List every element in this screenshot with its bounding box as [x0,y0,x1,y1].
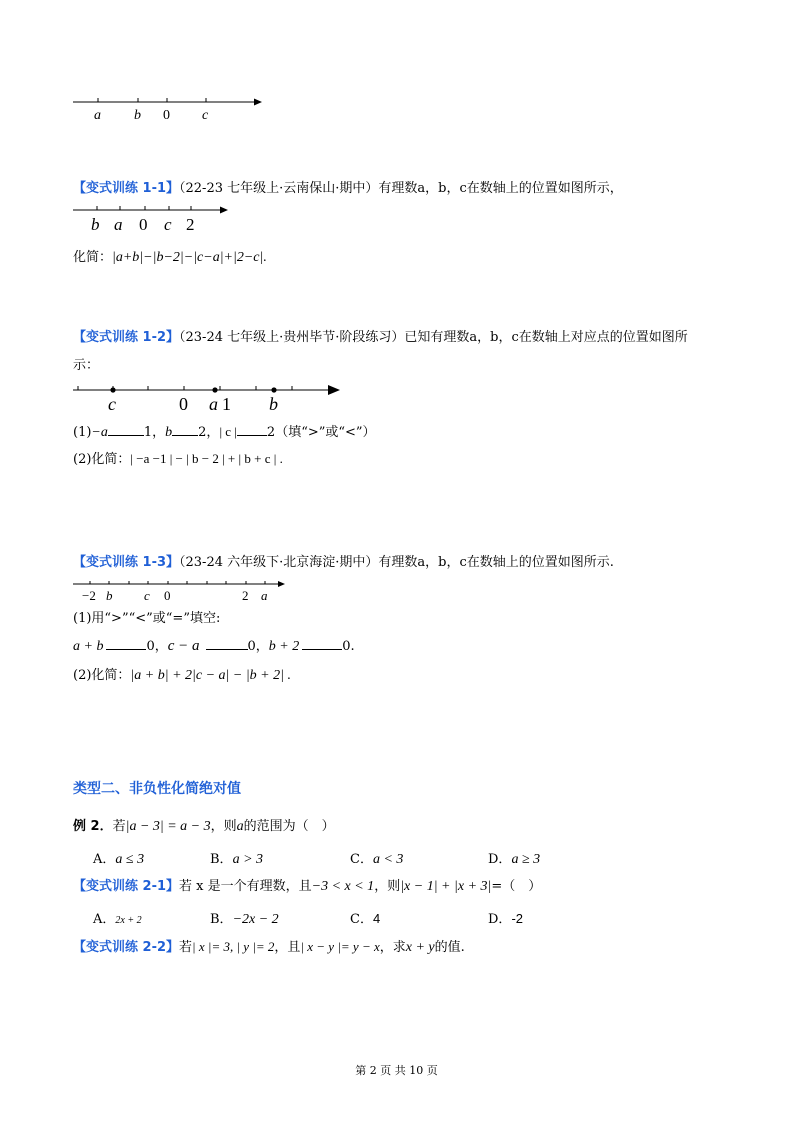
v12-q1-one: 1， [143,425,166,440]
v13-zero-3: 0. [342,639,355,654]
label-0: 0 [139,215,148,234]
option-value: -2 [511,911,523,926]
number-line-1-1 [70,200,240,234]
v13-q1-blanks [73,637,355,656]
v13-blank-1[interactable] [106,637,146,650]
option-letter: A． [93,852,116,867]
v13-tag: 【变式训练 1-3】 [73,555,180,570]
label-c: c [164,215,172,234]
v11-simplify-prefix: 化简： [73,250,113,265]
label-a: a [261,588,268,603]
option-letter: B． [210,852,233,867]
axis-arrow [220,207,228,214]
v22-statement [73,938,465,957]
v22-text-end: 的值. [434,940,465,955]
v13-q2-expr: |a + b| + 2|c − a| − |b + 2| . [130,668,291,683]
label-2: 2 [186,215,195,234]
v12-q1 [73,423,376,442]
option-letter: B． [210,912,233,927]
v12-q2-expr: | −a −1 | − | b − 2 | + | b + c | . [130,451,283,466]
v13-q2-label: (2)化简： [73,668,131,683]
v13-blank-3[interactable] [302,637,342,650]
v11-statement [73,180,623,198]
v12-q1-hint: 2（填“>”或“<”） [266,425,376,440]
section2-heading: 类型二、非负性化简绝对值 [73,781,241,797]
v22-text-mid2: ，求 [379,940,406,955]
v21-expr: |x − 1| + |x + 3| [400,879,492,894]
label-b: b [269,394,278,414]
number-line-0 [70,92,270,124]
label-a: a [94,108,101,123]
label-b: b [134,108,141,123]
label-a: a [209,394,218,414]
ex2-var: a [236,819,244,834]
axis-arrow [328,385,340,395]
v22-cond2: | x − y |= y − x [300,939,380,954]
v12-q1-abs-c: | c | [219,424,237,439]
label-2: 2 [242,588,249,603]
v11-text: （22-23 七年级上·云南保山·期中）有理数a，b，c在数轴上的位置如图所示， [179,181,623,196]
v12-text: （23-24 七年级上·贵州毕节·阶段练习）已知有理数a，b，c在数轴上对应点的位置如图所 [179,330,688,345]
v13-expr-3: b + 2 [268,639,300,654]
option-letter: C． [350,852,373,867]
ex2-expr: |a − 3| = a − 3 [125,819,211,834]
v22-cond1: | x |= 3, | y |= 2 [192,939,275,954]
label-c: c [202,108,209,123]
label-b: b [91,215,100,234]
ex2-option-c[interactable] [350,848,403,868]
v13-expr-2: c − a [167,638,200,654]
label-b: b [106,588,113,603]
v22-tag: 【变式训练 2-2】 [73,940,180,955]
v12-q1-b: b [165,425,173,440]
ex2-text-end: 的范围为（ ） [243,819,335,834]
number-line-1-3 [70,578,290,606]
ex2-statement [73,818,335,836]
page-footer: 第 2 页 共 10 页 [355,1064,438,1077]
v13-zero-1: 0， [146,639,168,654]
label-a: a [114,215,123,234]
label-1: 1 [222,394,231,414]
v13-q2 [73,667,291,685]
option-letter: D． [488,912,512,927]
v11-expr: |a+b|−|b−2|−|c−a|+|2−c|. [112,250,267,265]
label-c: c [144,588,150,603]
option-letter: A． [93,912,116,927]
v13-blank-2[interactable] [206,637,248,650]
v22-target: x + y [405,940,435,955]
v21-tag: 【变式训练 2-1】 [73,879,180,894]
v12-q1-two: 2， [198,425,220,440]
v11-tag: 【变式训练 1-1】 [73,181,180,196]
v21-text-end: =（ ） [491,879,542,894]
v21-option-d[interactable] [488,908,523,927]
label-0: 0 [179,394,188,414]
ex2-text-pre: 若 [112,819,126,834]
v12-tag: 【变式训练 1-2】 [73,330,180,345]
v13-zero-2: 0， [247,639,269,654]
v13-q1: (1)用“>”“<”或“=”填空: [73,611,221,626]
v21-option-c[interactable] [350,908,380,927]
v22-text-mid: ，且 [274,940,301,955]
v21-option-a[interactable] [93,908,142,927]
ex2-option-d[interactable] [488,848,540,868]
v12-q1-label: (1) [73,425,92,440]
v21-text-mid: ，则 [374,879,401,894]
v21-option-b[interactable] [210,908,279,928]
ex2-option-a[interactable] [93,848,144,868]
number-line-1-2 [70,380,350,414]
ex2-option-b[interactable] [210,848,263,868]
v11-simplify [73,249,267,267]
option-letter: C． [350,912,373,927]
label-c: c [108,394,116,414]
label-0: 0 [164,588,171,603]
v21-text-pre: 若 x 是一个有理数，且 [179,879,312,894]
ex2-label: 例 2． [73,819,113,834]
axis-arrow [254,99,262,106]
option-value: 2x + 2 [115,915,142,926]
option-value: 4 [372,911,381,926]
v12-blank-1[interactable] [108,423,144,436]
ex2-text-post: ，则 [210,819,237,834]
v12-statement [73,329,688,347]
v13-expr-1: a + b [73,639,104,654]
v21-cond: −3 < x < 1 [311,879,375,894]
option-value: a ≤ 3 [115,852,145,867]
label-0: 0 [163,108,170,123]
option-value: a < 3 [372,852,404,867]
v12-blank-2[interactable] [172,423,198,436]
option-value: a ≥ 3 [511,852,541,867]
v12-q2-label: (2)化简： [73,452,131,467]
v13-statement [73,554,614,572]
option-value: −2x − 2 [232,912,279,927]
point-b [271,387,276,392]
option-value: a > 3 [232,852,264,867]
option-letter: D． [488,852,512,867]
point-c [110,387,115,392]
v13-text: （23-24 六年级下·北京海淀·期中）有理数a，b，c在数轴上的位置如图所示. [179,555,614,570]
point-a [212,387,217,392]
v12-blank-3[interactable] [237,423,267,436]
v12-q1-neg-a: −a [91,425,108,440]
label-neg2: −2 [82,588,96,603]
axis-arrow [278,581,285,587]
v12-q2 [73,450,283,469]
v12-statement-cont: 示： [73,358,100,373]
v22-text-pre: 若 [179,940,193,955]
v21-statement [73,878,541,896]
